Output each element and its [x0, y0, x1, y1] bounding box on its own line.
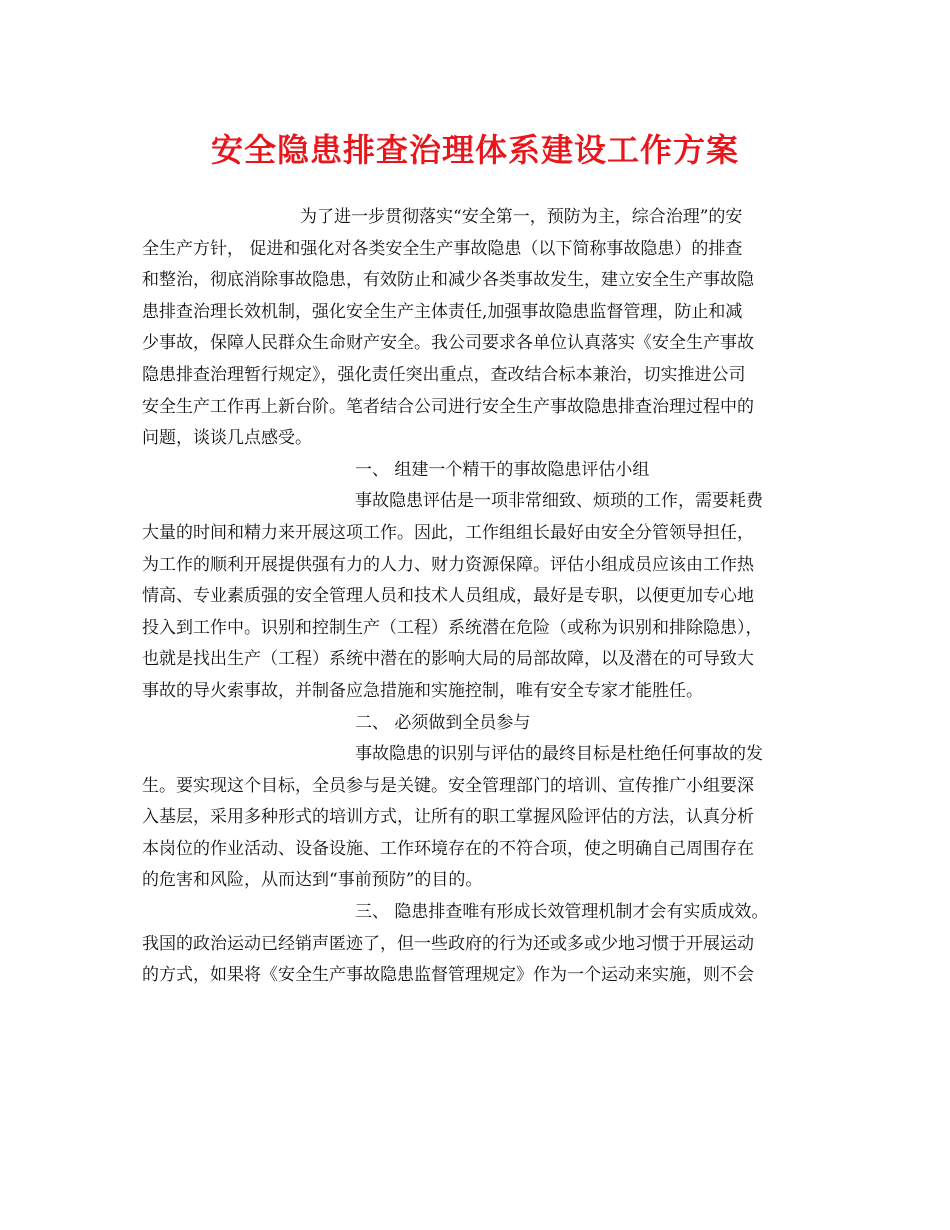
- text-line: 的危害和风险，从而达到“事前预防”的目的。: [142, 870, 483, 891]
- text-line: 问题，谈谈几点感受。: [142, 428, 312, 449]
- text-line: 少事故，保障人民群众生命财产安全。我公司要求各单位认真落实《安全生产事故: [142, 333, 754, 354]
- text-line: 的方式，如果将《安全生产事故隐患监督管理规定》作为一个运动来实施，则不会: [142, 965, 754, 986]
- text-line: 入基层，采用多种形式的培训方式，让所有的职工掌握风险评估的方法，认真分析: [142, 807, 754, 828]
- text-line: 投入到工作中。识别和控制生产（工程）系统潜在危险（或称为识别和排除隐患），: [142, 617, 763, 638]
- text-line: 为工作的顺利开展提供强有力的人力、财力资源保障。评估小组成员应该由工作热: [142, 554, 754, 575]
- text-line: 安全生产工作再上新台阶。笔者结合公司进行安全生产事故隐患排查治理过程中的: [142, 396, 754, 417]
- text-line: 本岗位的作业活动、设备设施、工作环境存在的不符合项，使之明确自己周围存在: [142, 838, 754, 859]
- text-line: 情高、专业素质强的安全管理人员和技术人员组成，最好是专职，以便更加专心地: [142, 586, 754, 607]
- text-line: 二、 必须做到全员参与: [355, 712, 531, 733]
- text-line: 也就是找出生产（工程）系统中潜在的影响大局的局部故障，以及潜在的可导致大: [142, 649, 754, 670]
- text-line: 事故隐患评估是一项非常细致、烦琐的工作，需要耗费: [355, 491, 763, 512]
- document-body: [142, 202, 810, 992]
- text-line: 全生产方针， 促进和强化对各类安全生产事故隐患（以下简称事故隐患）的排查: [142, 238, 743, 259]
- text-line: 一、 组建一个精干的事故隐患评估小组: [355, 459, 650, 480]
- text-line: 为了进一步贯彻落实“安全第一，预防为主，综合治理”的安: [300, 207, 743, 227]
- text-line: 事故的导火索事故，并制备应急措施和实施控制，唯有安全专家才能胜任。: [142, 680, 703, 701]
- text-line: 事故隐患的识别与评估的最终目标是杜绝任何事故的发: [355, 744, 763, 765]
- text-line: 患排查治理长效机制，强化安全生产主体责任,加强事故隐患监督管理，防止和减: [142, 301, 743, 322]
- text-line: 我国的政治运动已经销声匿迹了，但一些政府的行为还或多或少地习惯于开展运动: [142, 933, 754, 954]
- text-line: 三、 隐患排查唯有形成长效管理机制才会有实质成效。: [355, 902, 769, 923]
- document-title: 安全隐患排查治理体系建设工作方案: [210, 131, 739, 169]
- text-line: 和整治，彻底消除事故隐患，有效防止和减少各类事故发生，建立安全生产事故隐: [142, 270, 754, 291]
- text-line: 大量的时间和精力来开展这项工作。因此，工作组组长最好由安全分管领导担任，: [142, 522, 754, 543]
- text-line: 生。要实现这个目标，全员参与是关键。安全管理部门的培训、宣传推广小组要深: [142, 775, 754, 796]
- text-line: 隐患排查治理暂行规定》，强化责任突出重点，查改结合标本兼治，切实推进公司: [142, 364, 746, 385]
